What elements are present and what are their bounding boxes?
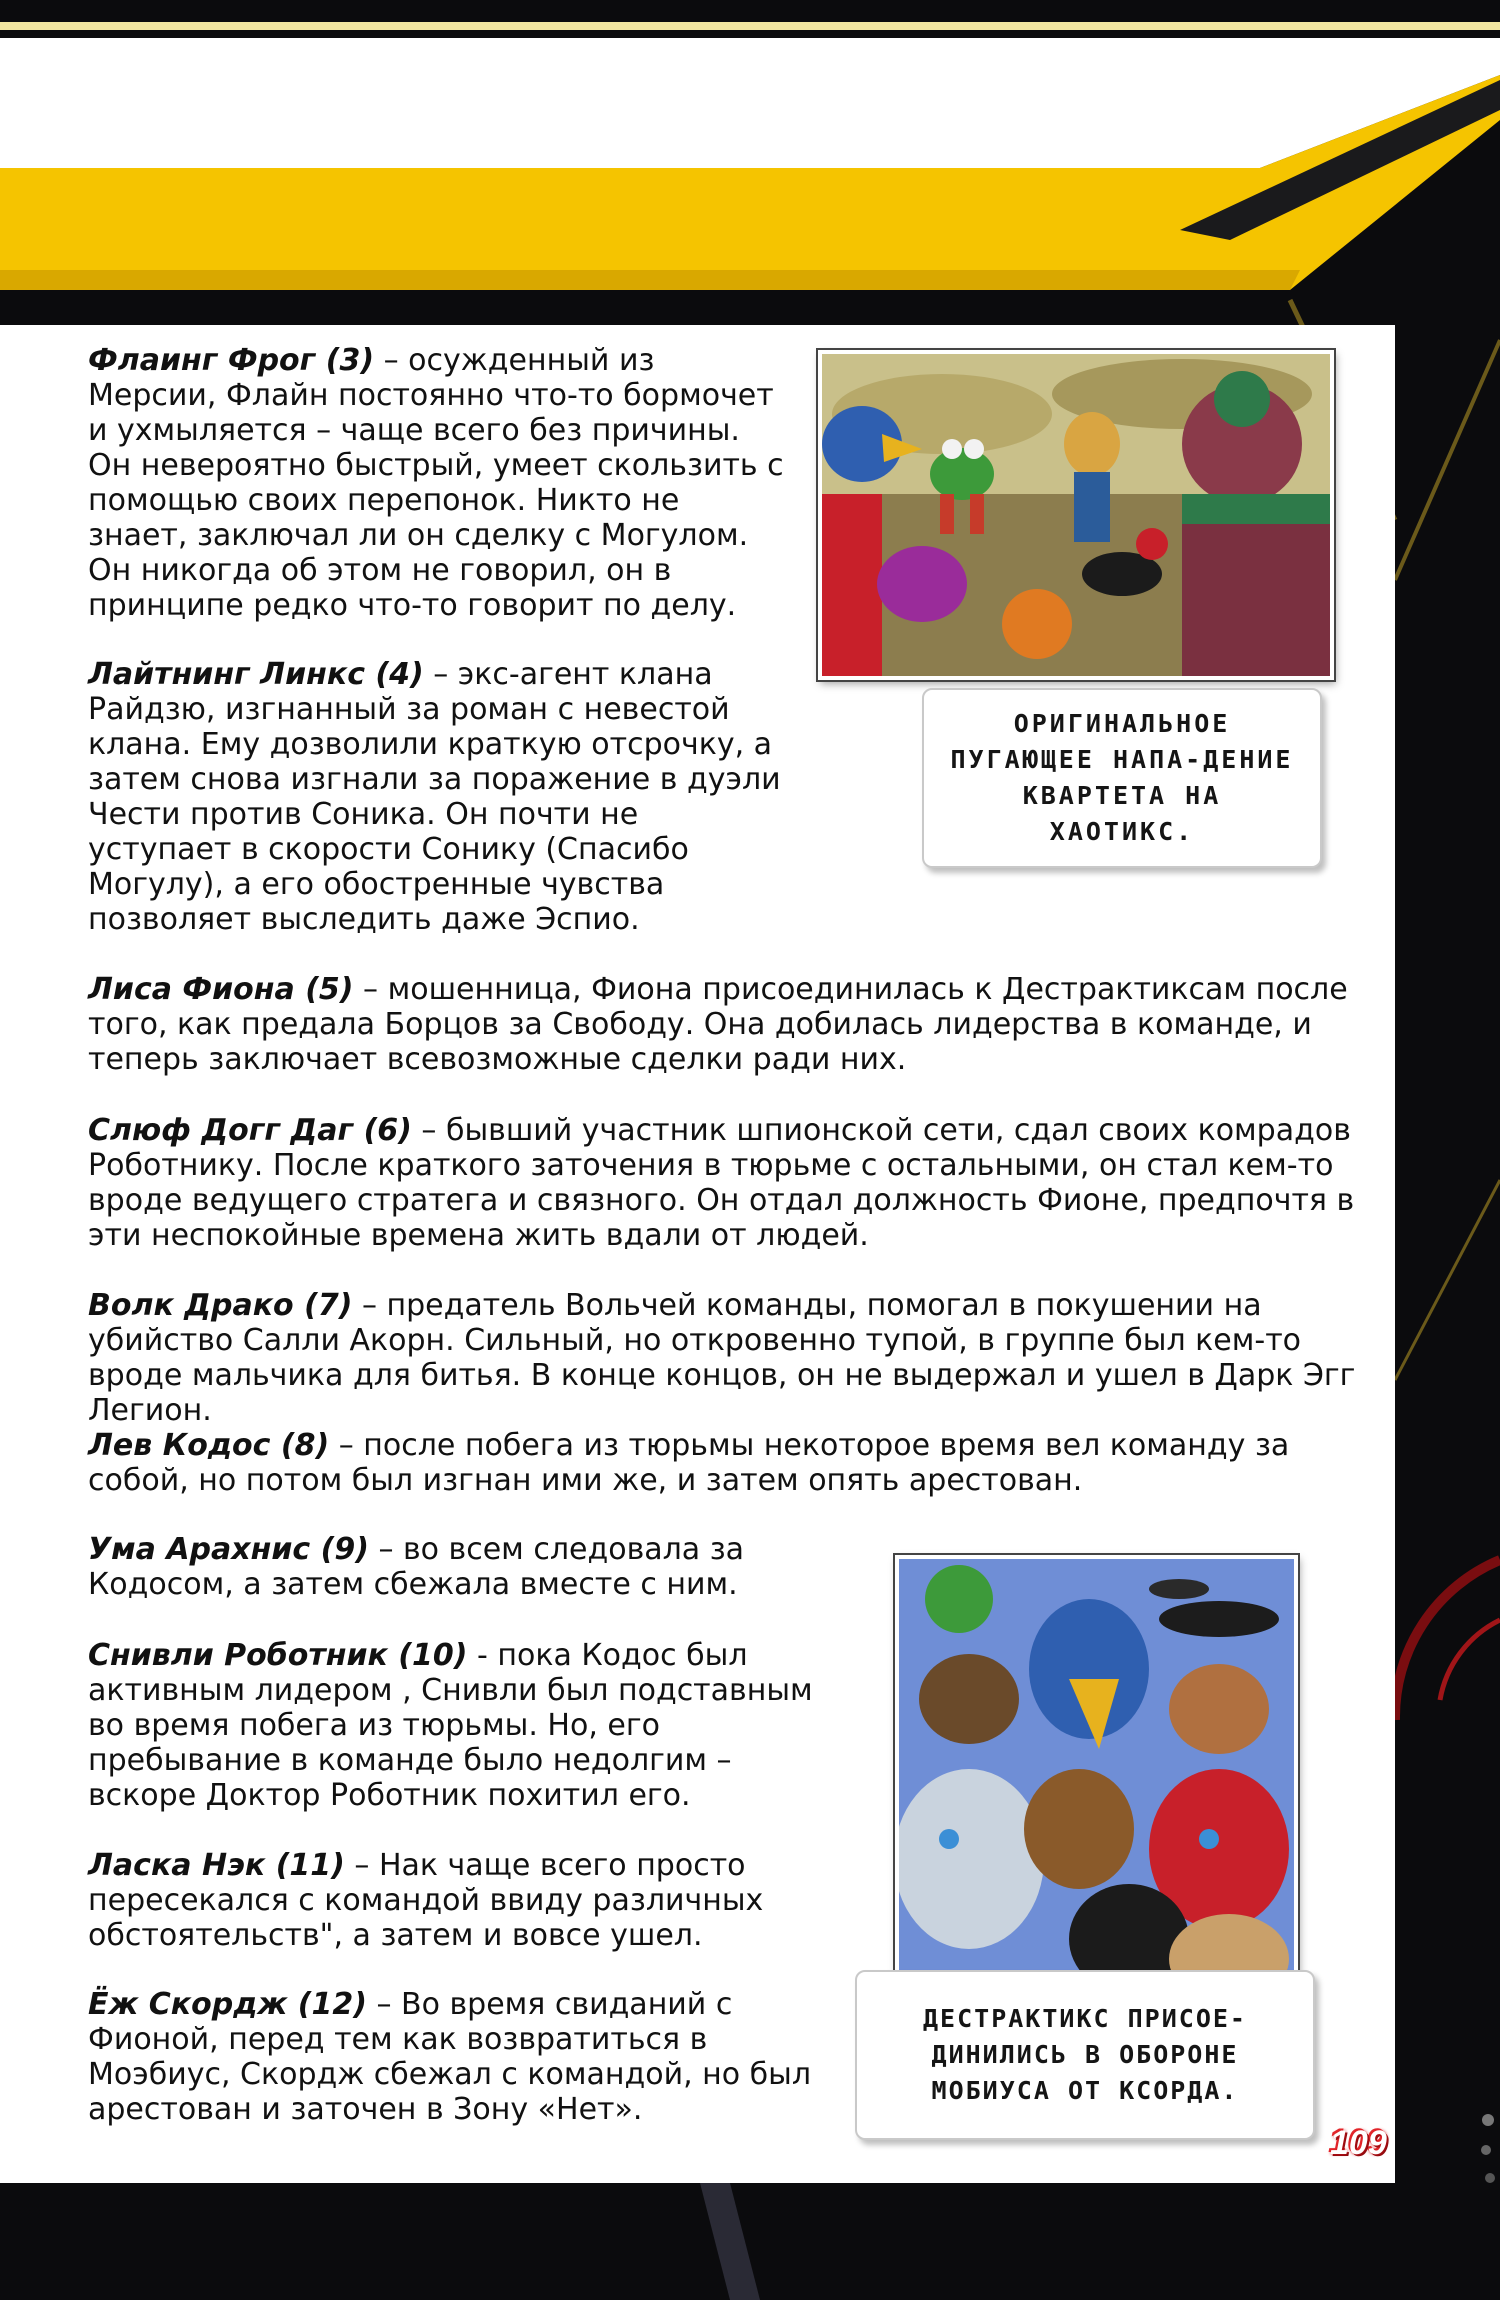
caption-bottom — [855, 1970, 1315, 2140]
entry-lion-kodos — [88, 1428, 1378, 1498]
caption-top-text: ОРИГИНАЛЬНОЕ ПУГАЮЩЕЕ НАПА-ДЕНИЕ КВАРТЕТА НА ХАОТИКС. — [950, 709, 1294, 846]
entry-lightning-lynx — [88, 657, 788, 937]
entry-name: Лайтнинг Линкс (4) — [88, 657, 424, 692]
entry-text: – бывший участник шпионской сети, сдал своих комрадов Роботнику. После краткого заточения в тюрьме с остальными, он стал кем-то вроде ведущего стратега и связного. Он отдал должность Фионе, предпочтя в эти неспокойные времена жить вдали от людей. — [88, 1113, 1355, 1253]
entry-name: Ласка Нэк (11) — [88, 1848, 345, 1883]
entry-flying-frog — [88, 343, 788, 623]
entry-nack-weasel — [88, 1848, 788, 1953]
entry-snively-robotnik — [88, 1638, 818, 1813]
entry-scourge-hedgehog — [88, 1987, 818, 2127]
entry-name: Волк Драко (7) — [88, 1288, 353, 1323]
entry-fiona-fox — [88, 972, 1378, 1077]
entry-sleuth-dawg — [88, 1113, 1378, 1253]
entry-text: – Во время свиданий с Фионой, перед тем как возвратиться в Моэбиус, Скордж сбежал с командой, но был арестован и заточен в Зону «Нет». — [88, 1987, 812, 2127]
comic-art-bottom — [899, 1559, 1294, 1996]
entry-name: Флаинг Фрог (3) — [88, 343, 375, 378]
entry-name: Снивли Роботник (10) — [88, 1638, 468, 1673]
caption-top — [922, 688, 1322, 868]
entry-name: Лиса Фиона (5) — [88, 972, 354, 1007]
entry-text: – экс-агент клана Райдзю, изгнанный за роман с невестой клана. Ему дозволили краткую отсрочку, а затем снова изгнали за поражение в дуэли Чести против Соника. Он почти не уступает в скорости Сонику (Спасибо Могулу), а его обостренные чувства позволяет выследить даже Эспио. — [88, 657, 781, 937]
page-number: 109 — [1330, 2124, 1387, 2162]
comic-panel-bottom — [895, 1555, 1298, 2000]
entry-text: – во всем следовала за Кодосом, а затем сбежала вместе с ним. — [88, 1532, 745, 1602]
entry-uma-arachnis — [88, 1532, 768, 1602]
entry-drago-wolf — [88, 1288, 1378, 1428]
comic-art-top — [822, 354, 1330, 676]
entry-name: Лев Кодос (8) — [88, 1428, 330, 1463]
caption-bottom-text: ДЕСТРАКТИКС ПРИСОЕ-ДИНИЛИСЬ В ОБОРОНЕ МОБИУСА ОТ КСОРДА. — [923, 2004, 1247, 2105]
comic-panel-top — [818, 350, 1334, 680]
entry-text: – после побега из тюрьмы некоторое время вел команду за собой, но потом был изгнан ими же, и затем опять арестован. — [88, 1428, 1290, 1498]
entry-name: Ёж Скордж (12) — [88, 1987, 367, 2022]
entry-text: – осужденный из Мерсии, Флайн постоянно что-то бормочет и ухмыляется – чаще всего без причины. Он невероятно быстрый, умеет скользить с помощью своих перепонок. Никто не знает, заключал ли он сделку с Могулом. Он никогда об этом не говорил, он в принципе редко что-то говорит по делу. — [88, 343, 784, 623]
entry-text: – мошенница, Фиона присоединилась к Деcтрактиксам после того, как предала Борцов за Свободу. Она добилась лидерства в команде, и теперь заключает всевозможные сделки ради них. — [88, 972, 1348, 1077]
entry-name: Ума Арахнис (9) — [88, 1532, 369, 1567]
entry-text: – Нак чаще всего просто пересекался с командой ввиду различных обстоятельств", а затем и вовсе ушел. — [88, 1848, 764, 1953]
entry-text: – предатель Вольчей команды, помогал в покушении на убийство Салли Акорн. Сильный, но откровенно тупой, в группе был кем-то вроде мальчика для битья. В конце концов, он не выдержал и ушел в Дарк Эгг Легион. — [88, 1288, 1356, 1428]
entry-name: Слюф Догг Даг (6) — [88, 1113, 412, 1148]
entry-text: - пока Кодос был активным лидером , Снивли был подставным во время побега из тюрьмы. Но, его пребывание в команде было недолгим – вскоре Доктор Роботник похитил его. — [88, 1638, 813, 1813]
